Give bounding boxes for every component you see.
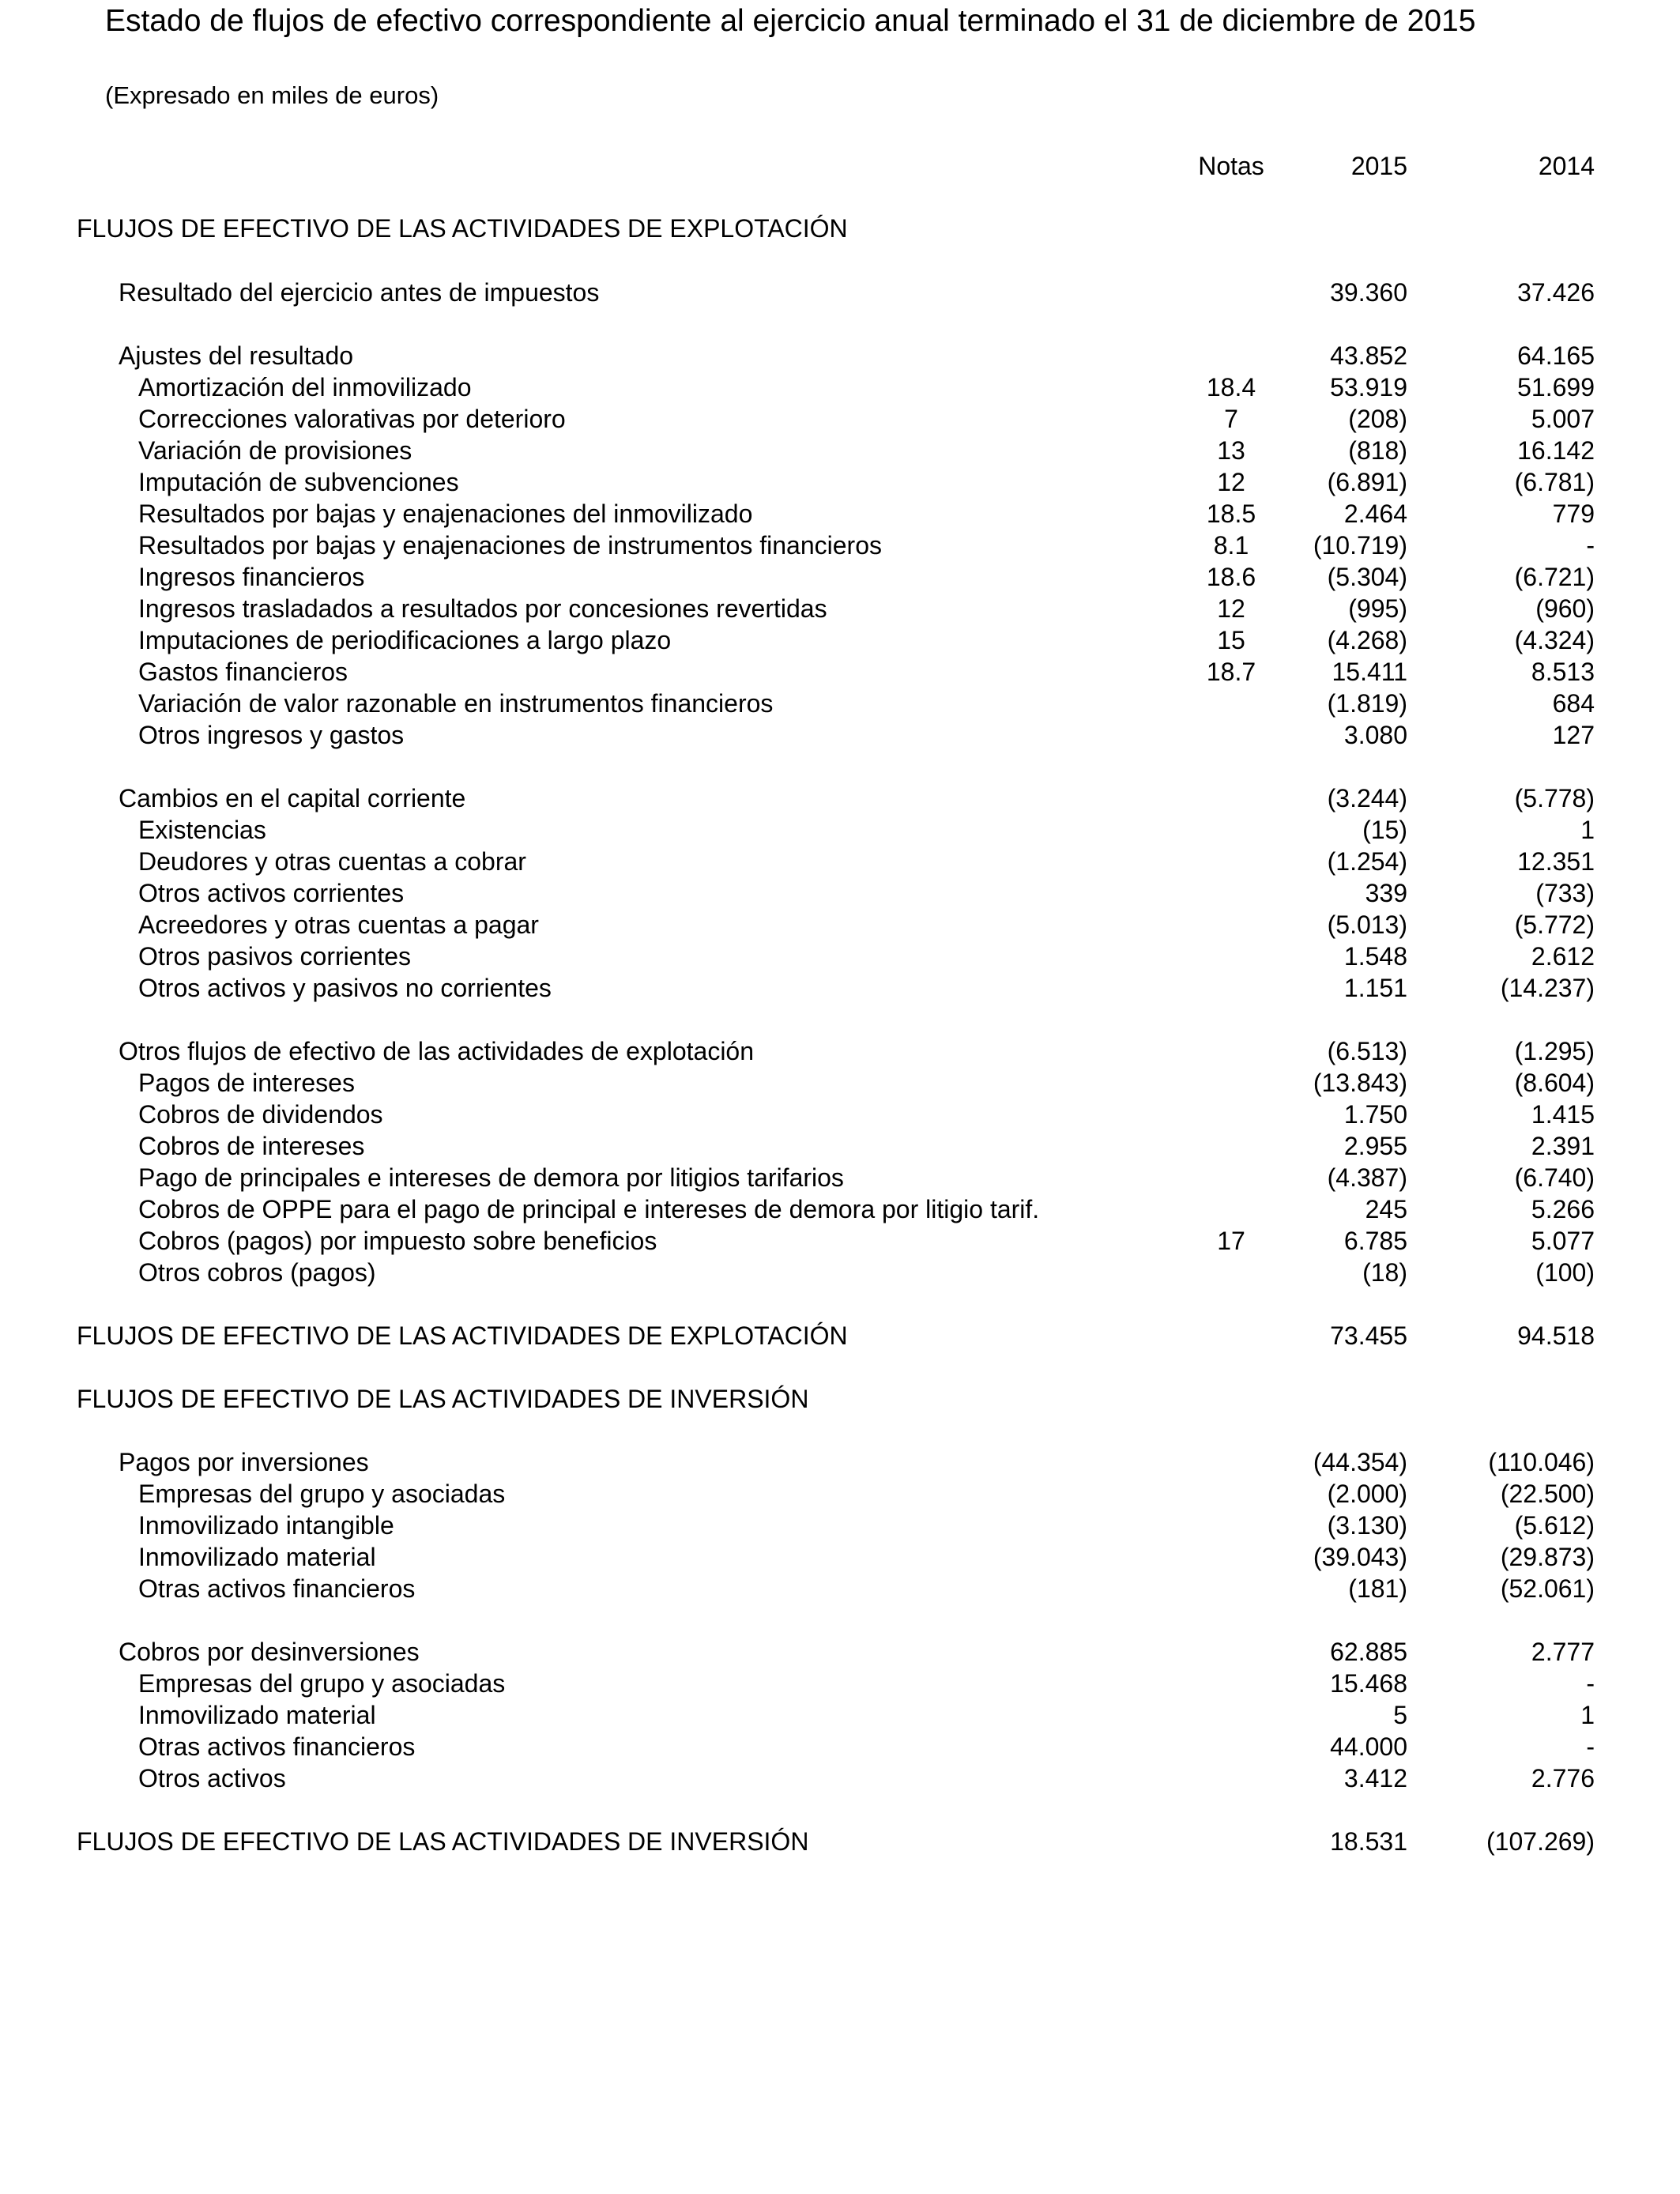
document-subtitle: (Expresado en miles de euros) [105, 81, 439, 109]
row-note: 17 [1217, 1227, 1245, 1255]
row-label: Pagos por inversiones [119, 1448, 369, 1476]
table-row [0, 814, 1680, 846]
value-2015: (208) [1348, 405, 1407, 433]
value-2015: 39.360 [1330, 278, 1407, 307]
row-label: Otros flujos de efectivo de las actividades de explotación [119, 1037, 755, 1065]
value-2015: (818) [1348, 436, 1407, 465]
table-row [0, 435, 1680, 466]
value-2014: (5.772) [1514, 910, 1595, 939]
row-note: 12 [1217, 468, 1245, 496]
value-2014: (5.612) [1514, 1511, 1595, 1540]
row-note: 18.4 [1206, 373, 1256, 401]
row-note: 18.7 [1206, 658, 1256, 686]
value-2014: 16.142 [1517, 436, 1595, 465]
value-2015: 43.852 [1330, 341, 1407, 370]
table-row [0, 1162, 1680, 1193]
value-2015: (10.719) [1313, 531, 1407, 560]
value-2014: (14.237) [1500, 974, 1595, 1002]
row-label: Cambios en el capital corriente [119, 784, 466, 812]
row-note: 18.6 [1206, 563, 1256, 591]
row-label: Cobros (pagos) por impuesto sobre beneficios [138, 1227, 657, 1255]
value-2015: 2.464 [1343, 499, 1407, 528]
value-2014: - [1586, 1669, 1595, 1698]
row-label: Otros activos corrientes [138, 879, 405, 907]
value-2014: 5.266 [1531, 1195, 1595, 1223]
table-row [0, 1510, 1680, 1541]
value-2014: 2.612 [1531, 942, 1595, 971]
value-2015: 2.955 [1343, 1132, 1407, 1160]
value-2014: (960) [1535, 594, 1595, 623]
value-2014: 2.776 [1531, 1764, 1595, 1793]
value-2014: 127 [1552, 721, 1595, 749]
table-row [0, 277, 1680, 308]
row-label: Ingresos trasladados a resultados por concesiones revertidas [138, 594, 827, 623]
value-2014: 1 [1580, 816, 1595, 844]
table-row [0, 1099, 1680, 1130]
table-row [0, 1699, 1680, 1731]
row-label: Resultados por bajas y enajenaciones del inmovilizado [138, 499, 753, 528]
value-2015: 1.151 [1343, 974, 1407, 1002]
row-label: Resultado del ejercicio antes de impuestos [119, 278, 600, 307]
value-2015: (3.244) [1327, 784, 1407, 812]
table-row [0, 403, 1680, 435]
value-2015: 53.919 [1330, 373, 1407, 401]
table-row [0, 688, 1680, 719]
row-label: Otras activos financieros [138, 1732, 416, 1761]
table-row [0, 1541, 1680, 1573]
value-2015: 62.885 [1330, 1638, 1407, 1666]
column-header-2015: 2015 [1350, 152, 1407, 180]
row-label: Acreedores y otras cuentas a pagar [138, 910, 539, 939]
value-2015: 18.531 [1330, 1827, 1407, 1856]
table-row [0, 909, 1680, 941]
value-2015: (39.043) [1313, 1543, 1407, 1571]
row-label: Variación de valor razonable en instrumentos financieros [138, 689, 774, 718]
table-row [0, 1636, 1680, 1668]
table-row [0, 972, 1680, 1004]
value-2015: (5.304) [1327, 563, 1407, 591]
value-2015: (181) [1348, 1574, 1407, 1603]
row-label: Otros pasivos corrientes [138, 942, 412, 971]
row-label: Otros activos y pasivos no corrientes [138, 974, 552, 1002]
value-2014: 5.077 [1531, 1227, 1595, 1255]
value-2015: 73.455 [1330, 1321, 1407, 1350]
table-row [0, 1383, 1680, 1415]
table-row [0, 1067, 1680, 1099]
row-label: Inmovilizado intangible [138, 1511, 394, 1540]
value-2014: (8.604) [1514, 1069, 1595, 1097]
value-2014: (52.061) [1500, 1574, 1595, 1603]
value-2014: (22.500) [1500, 1480, 1595, 1508]
value-2015: 5 [1393, 1701, 1407, 1729]
table-row [0, 1668, 1680, 1699]
row-label: Cobros de intereses [138, 1132, 365, 1160]
section-heading: FLUJOS DE EFECTIVO DE LAS ACTIVIDADES DE EXPLOTACIÓN [77, 214, 848, 243]
value-2014: (4.324) [1514, 626, 1595, 654]
row-label: Pago de principales e intereses de demora por litigios tarifarios [138, 1163, 844, 1192]
value-2014: (29.873) [1500, 1543, 1595, 1571]
value-2015: (995) [1348, 594, 1407, 623]
row-note: 13 [1217, 436, 1245, 465]
section-heading: FLUJOS DE EFECTIVO DE LAS ACTIVIDADES DE INVERSIÓN [77, 1827, 809, 1856]
table-row [0, 877, 1680, 909]
row-label: Cobros de dividendos [138, 1100, 383, 1129]
table-row [0, 1320, 1680, 1351]
value-2015: 44.000 [1330, 1732, 1407, 1761]
value-2015: (3.130) [1327, 1511, 1407, 1540]
row-label: Correcciones valorativas por deterioro [138, 405, 566, 433]
table-row [0, 1035, 1680, 1067]
table-row [0, 1130, 1680, 1162]
value-2014: (6.781) [1514, 468, 1595, 496]
value-2015: (4.268) [1327, 626, 1407, 654]
row-note: 15 [1217, 626, 1245, 654]
value-2014: (110.046) [1488, 1448, 1595, 1476]
row-label: Imputaciones de periodificaciones a largo plazo [138, 626, 672, 654]
document-title: Estado de flujos de efectivo correspondiente al ejercicio anual terminado el 31 de diciembre de 2015 [105, 4, 1476, 38]
table-row [0, 1826, 1680, 1857]
row-label: Cobros de OPPE para el pago de principal e intereses de demora por litigio tarif. [138, 1195, 1040, 1223]
table-row [0, 561, 1680, 593]
row-label: Imputación de subvenciones [138, 468, 459, 496]
row-label: Otros cobros (pagos) [138, 1258, 376, 1287]
table-row [0, 656, 1680, 688]
value-2015: (6.891) [1327, 468, 1407, 496]
value-2015: (6.513) [1327, 1037, 1407, 1065]
table-row [0, 1731, 1680, 1762]
row-label: Otros activos [138, 1764, 286, 1793]
value-2014: 8.513 [1531, 658, 1595, 686]
row-label: Ajustes del resultado [119, 341, 354, 370]
value-2015: (2.000) [1327, 1480, 1407, 1508]
value-2015: (4.387) [1327, 1163, 1407, 1192]
table-row [0, 1225, 1680, 1257]
table-row [0, 213, 1680, 244]
row-label: Inmovilizado material [138, 1543, 376, 1571]
column-header-2014: 2014 [1538, 152, 1595, 180]
value-2015: 3.080 [1343, 721, 1407, 749]
table-row [0, 1193, 1680, 1225]
table-row [0, 371, 1680, 403]
value-2015: 1.750 [1343, 1100, 1407, 1129]
table-row [0, 498, 1680, 530]
value-2015: 15.411 [1332, 658, 1407, 686]
value-2014: 2.391 [1531, 1132, 1595, 1160]
value-2014: 684 [1552, 689, 1595, 718]
table-row [0, 719, 1680, 751]
row-label: Empresas del grupo y asociadas [138, 1669, 506, 1698]
value-2014: 51.699 [1517, 373, 1595, 401]
value-2014: 64.165 [1517, 341, 1595, 370]
table-row [0, 593, 1680, 624]
value-2014: 1.415 [1531, 1100, 1595, 1129]
value-2015: (13.843) [1313, 1069, 1407, 1097]
value-2014: (6.721) [1514, 563, 1595, 591]
value-2014: (6.740) [1514, 1163, 1595, 1192]
row-label: Resultados por bajas y enajenaciones de instrumentos financieros [138, 531, 882, 560]
table-row [0, 466, 1680, 498]
value-2014: (107.269) [1486, 1827, 1595, 1856]
value-2014: 1 [1580, 1701, 1595, 1729]
value-2015: (44.354) [1313, 1448, 1407, 1476]
table-row [0, 1573, 1680, 1604]
row-label: Pagos de intereses [138, 1069, 355, 1097]
row-label: Empresas del grupo y asociadas [138, 1480, 506, 1508]
table-row [0, 340, 1680, 371]
row-label: Inmovilizado material [138, 1701, 376, 1729]
table-row [0, 1762, 1680, 1794]
table-row [0, 941, 1680, 972]
value-2014: (100) [1535, 1258, 1595, 1287]
value-2015: 1.548 [1343, 942, 1407, 971]
value-2015: 245 [1365, 1195, 1407, 1223]
table-row [0, 624, 1680, 656]
table-row [0, 1446, 1680, 1478]
table-row [0, 782, 1680, 814]
row-label: Otras activos financieros [138, 1574, 416, 1603]
row-note: 18.5 [1206, 499, 1256, 528]
value-2014: 2.777 [1531, 1638, 1595, 1666]
value-2014: 94.518 [1517, 1321, 1595, 1350]
value-2015: 15.468 [1330, 1669, 1407, 1698]
value-2014: (733) [1535, 879, 1595, 907]
column-header-notes: Notas [1198, 152, 1264, 180]
value-2015: 6.785 [1343, 1227, 1407, 1255]
table-row [0, 1257, 1680, 1288]
value-2014: 37.426 [1517, 278, 1595, 307]
row-label: Amortización del inmovilizado [138, 373, 472, 401]
value-2015: (5.013) [1327, 910, 1407, 939]
value-2014: 779 [1552, 499, 1595, 528]
value-2015: 339 [1365, 879, 1407, 907]
row-label: Deudores y otras cuentas a cobrar [138, 847, 526, 876]
table-row [0, 846, 1680, 877]
row-note: 8.1 [1213, 531, 1249, 560]
value-2015: (15) [1362, 816, 1407, 844]
table-row [0, 1478, 1680, 1510]
value-2014: (1.295) [1514, 1037, 1595, 1065]
row-note: 7 [1224, 405, 1238, 433]
value-2015: (1.819) [1327, 689, 1407, 718]
row-label: Ingresos financieros [138, 563, 365, 591]
row-label: Cobros por desinversiones [119, 1638, 420, 1666]
row-note: 12 [1217, 594, 1245, 623]
value-2014: (5.778) [1514, 784, 1595, 812]
row-label: Gastos financieros [138, 658, 348, 686]
row-label: Otros ingresos y gastos [138, 721, 405, 749]
value-2015: (1.254) [1327, 847, 1407, 876]
value-2014: 12.351 [1517, 847, 1595, 876]
value-2014: 5.007 [1531, 405, 1595, 433]
row-label: Existencias [138, 816, 266, 844]
value-2015: 3.412 [1343, 1764, 1407, 1793]
value-2015: (18) [1362, 1258, 1407, 1287]
value-2014: - [1586, 1732, 1595, 1761]
table-row [0, 530, 1680, 561]
section-heading: FLUJOS DE EFECTIVO DE LAS ACTIVIDADES DE INVERSIÓN [77, 1385, 809, 1413]
section-heading: FLUJOS DE EFECTIVO DE LAS ACTIVIDADES DE EXPLOTACIÓN [77, 1321, 848, 1350]
value-2014: - [1586, 531, 1595, 560]
row-label: Variación de provisiones [138, 436, 412, 465]
